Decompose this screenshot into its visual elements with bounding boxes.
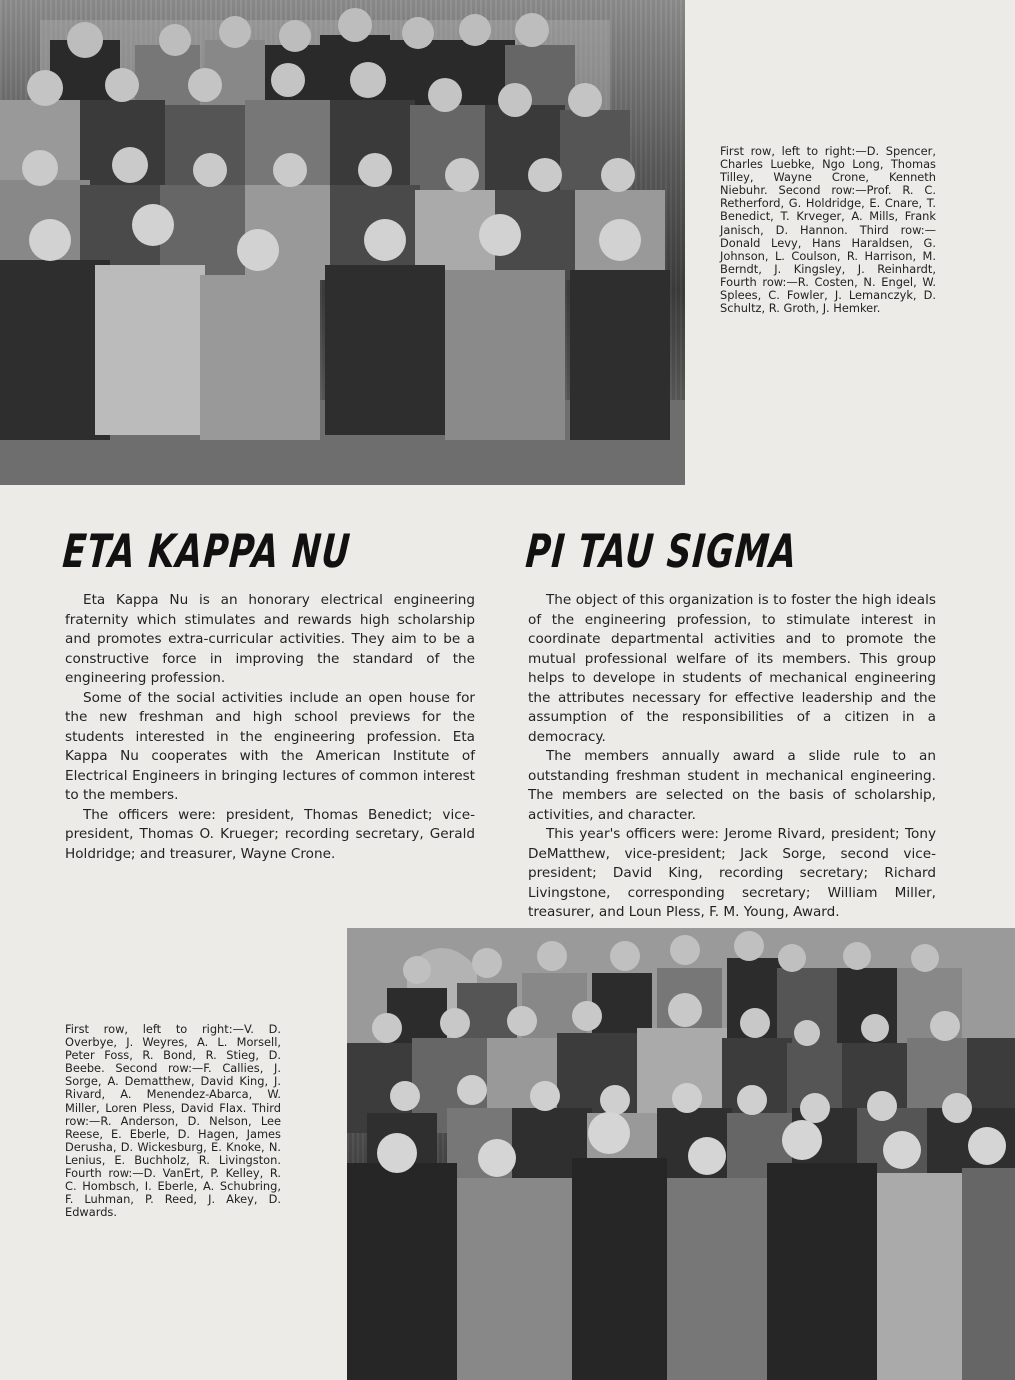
top-group-photo xyxy=(0,0,685,485)
bottom-photo-figures xyxy=(347,928,1015,1380)
heading-eta-kappa-nu: ETA KAPPA NU xyxy=(60,525,353,579)
pi-tau-sigma-paragraph: The members annually award a slide rule to an outstanding freshman student in mechanical engineering. The members are selected on the basis of scholarship, activities, and character. xyxy=(528,748,936,823)
eta-kappa-nu-body xyxy=(65,591,475,864)
pi-tau-sigma-paragraph: The object of this organization is to foster the high ideals of the engineering profession, to stimulate interest in coordinate departmental activities and to promote the mutual professional welfare of its members. This group helps to develope in students of mechanical engineering the attributes necessary for effective leadership and the assumption of the responsibilities of a citizen in a democracy. xyxy=(528,592,936,745)
top-photo-figures xyxy=(0,0,685,485)
eta-kappa-nu-paragraph: The officers were: president, Thomas Benedict; vice-president, Thomas O. Krueger; recording secretary, Gerald Holdridge; and treasurer, Wayne Crone. xyxy=(65,806,475,862)
pi-tau-sigma-body xyxy=(528,591,936,923)
top-photo-caption: First row, left to right:—D. Spencer, Charles Luebke, Ngo Long, Thomas Tilley, Wayne Crone, Kenneth Niebuhr. Second row:—Prof. R. C. Retherford, G. Holdridge, E. Cnare, T. Benedict, T. Krveger, A. Mills, Frank Janisch, D. Hannon. Third row:—Donald Levy, Hans Haraldsen, G. Johnson, L. Coulson, R. Harrison, M. Berndt, J. Kingsley, J. Reinhardt, Fourth row:—R. Costen, N. Engel, W. Splees, C. Fowler, J. Lemanczyk, D. Schultz, R. Groth, J. Hemker. xyxy=(720,144,936,316)
heading-pi-tau-sigma: PI TAU SIGMA xyxy=(523,525,800,579)
bottom-photo-caption: First row, left to right:—V. D. Overbye, J. Weyres, A. L. Morsell, Peter Foss, R. Bond, R. Stieg, D. Beebe. Second row:—F. Callies, J. Sorge, A. Dematthew, David King, J. Rivard, A. Menendez-Abarca, W. Miller, Loren Pless, David Flax. Third row:—R. Anderson, D. Nelson, Lee Reese, E. Eberle, D. Hagen, James Derusha, D. Wickesburg, E. Knoke, N. Lenius, E. Buchholz, R. Livingston. Fourth row:—D. VanErt, P. Kelley, R. C. Hombsch, I. Eberle, A. Schubring, F. Luhman, P. Reed, J. Akey, D. Edwards. xyxy=(65,1022,281,1220)
eta-kappa-nu-paragraph: Eta Kappa Nu is an honorary electrical engineering fraternity which stimulates and rewards high scholarship and promotes extra-curricular activities. They aim to be a constructive force in improving the standard of the engineering profession. xyxy=(65,592,475,686)
eta-kappa-nu-paragraph: Some of the social activities include an open house for the new freshman and high school previews for the students interested in the engineering profession. Eta Kappa Nu cooperates with the American Institute of Electrical Engineers in bringing lectures of common interest to the members. xyxy=(65,689,475,803)
bottom-group-photo xyxy=(347,928,1015,1380)
pi-tau-sigma-paragraph: This year's officers were: Jerome Rivard, president; Tony DeMatthew, vice-president; Jack Sorge, second vice-president; David King, recording secretary; Richard Livingstone, corresponding secretary; William Miller, treasurer, and Loun Pless, F. M. Young, Award. xyxy=(528,826,936,920)
